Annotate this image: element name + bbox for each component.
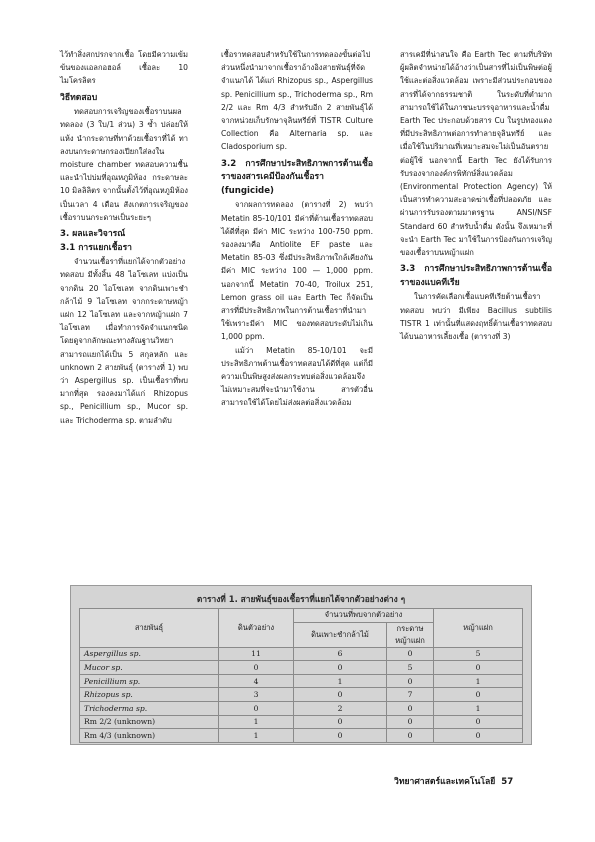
cell-nursery: 0 xyxy=(294,715,387,729)
cell-soil: 11 xyxy=(219,647,294,661)
cell-vetiver: 5 xyxy=(434,647,523,661)
table-row xyxy=(80,647,523,661)
cell-paper: 0 xyxy=(387,729,434,743)
page-number: 57 xyxy=(501,777,514,787)
paragraph: จำนวนเชื้อราที่แยกได้จากตัวอย่างทดสอบ มีทั้งสิ้น 48 ไอโซเลท แบ่งเป็นจากดิน 20 ไอโซเลท จากดินเพาะชำกล้าไม้ 9 ไอโซเลท จากกระดาษหญ้าแฝก 12 ไอโซเลท และจากหญ้าแฝก 7 ไอโซเลท เมื่อทำการจัดจำแนกชนิดโดยดูจากลักษณะทางสัณฐานวิทยา สามารถแยกได้เป็น 5 สกุลหลัก และ unknown 2 สายพันธุ์ (ตารางที่ 1) พบว่า Aspergillus sp. เป็นเชื้อราที่พบมากที่สุด รองลงมาได้แก่ Rhizopus sp., Penicillium sp., Mucor sp. และ Trichoderma sp. ตามลำดับ xyxy=(60,257,188,425)
header-soil: ดินตัวอย่าง xyxy=(219,609,294,648)
cell-vetiver: 0 xyxy=(434,729,523,743)
cell-vetiver: 0 xyxy=(434,661,523,675)
cell-soil: 4 xyxy=(219,674,294,688)
cell-strain: Rhizopus sp. xyxy=(80,688,219,702)
table-row xyxy=(80,729,523,743)
cell-soil: 1 xyxy=(219,715,294,729)
cell-paper: 0 xyxy=(387,701,434,715)
cell-paper: 5 xyxy=(387,661,434,675)
table-row xyxy=(80,688,523,702)
section-heading-results: 3. ผลและวิจารณ์ xyxy=(60,229,126,240)
header-vetiver-paper: กระดาษหญ้าแฝก xyxy=(387,622,434,647)
subsection-heading-isolation: 3.1 การแยกเชื้อรา xyxy=(60,242,133,253)
cell-paper: 0 xyxy=(387,674,434,688)
cell-paper: 0 xyxy=(387,715,434,729)
cell-vetiver: 1 xyxy=(434,701,523,715)
subsection-heading-fungicide: 3.2 การศึกษาประสิทธิภาพการต้านเชื้อราของสารเคมีป้องกันเชื้อรา (fungicide) xyxy=(221,158,373,196)
column-right xyxy=(400,48,552,343)
paragraph: ทดสอบการเจริญของเชื้อราบนผลทดลอง (3 ใบ/1 ส่วน) 3 ซ้ำ ปล่อยให้แห้ง นำกระดาษที่ทาด้วยเชื้อราที่ได้ ทาลงบนกระดาษกรองเปียกใส่ลงใน moisture chamber ทดสอบความชื้น และนำไปบ่มที่อุณหภูมิห้อง กระดาษละ 10 มิลลิลิตร จากนั้นตั้งไว้ที่อุณหภูมิห้อง เป็นเวลา 4 เดือน สังเกตการเจริญของเชื้อราบนกระดาษเป็นระยะๆ xyxy=(60,107,188,222)
header-nursery-soil: ดินเพาะชำกล้าไม้ xyxy=(294,622,387,647)
header-vetiver: หญ้าแฝก xyxy=(434,609,523,648)
cell-vetiver: 0 xyxy=(434,688,523,702)
cell-strain: Mucor sp. xyxy=(80,661,219,675)
header-sample-group: จำนวนที่พบจากตัวอย่าง xyxy=(294,609,434,623)
table-caption: ตารางที่ 1. สายพันธุ์ของเชื้อราที่แยกได้จากตัวอย่างต่าง ๆ xyxy=(196,594,406,604)
table-figure xyxy=(70,585,532,745)
paragraph: สารเคมีที่น่าสนใจ คือ Earth Tec ตามที่บริษัทผู้ผลิตจำหน่ายได้อ้างว่าเป็นสารที่ไม่เป็นพิษต่อผู้ใช้และต่อสิ่งแวดล้อม เพราะมีส่วนประกอบของสารที่ได้จากธรรมชาติ ในระดับที่ต่ำมาก สามารถใช้ได้ในภาชนะบรรจุอาหารและน้ำดื่ม Earth Tec ประกอบด้วยสาร Cu ในรูปทองแดงที่มีประสิทธิภาพต่อการทำลายจุลินทรีย์ และเมื่อใช้ในปริมาณที่เหมาะสมจะไม่เป็นอันตรายต่อผู้ใช้ นอกจากนี้ Earth Tec ยังได้รับการรับรองจากองค์กรพิทักษ์สิ่งแวดล้อม (Environmental Protection Agency) ให้เป็นสารทำความสะอาดฆ่าเชื้อที่ปลอดภัย และผ่านการรับรองตามมาตรฐาน ANSI/NSF Standard 60 สำหรับน้ำดื่ม ดังนั้น จึงเหมาะที่จะนำ Earth Tec มาใช้ในการป้องกันการเจริญของเชื้อราบนหญ้าแฝก xyxy=(400,50,552,258)
cell-vetiver: 0 xyxy=(434,715,523,729)
subsection-heading-bacteria: 3.3 การศึกษาประสิทธิภาพการต้านเชื้อราของแบคทีเรีย xyxy=(400,264,552,288)
cell-nursery: 0 xyxy=(294,688,387,702)
cell-nursery: 6 xyxy=(294,647,387,661)
cell-paper: 7 xyxy=(387,688,434,702)
paragraph: ไว้ทำสิ่งสกปรกจากเชื้อ โดยมีความเข้มข้นของแอลกอฮอล์ เชื้อละ 10 ไมโครลิตร xyxy=(60,50,188,86)
column-middle xyxy=(221,48,373,410)
cell-vetiver: 1 xyxy=(434,674,523,688)
page-footer xyxy=(394,774,513,788)
paragraph: ในการคัดเลือกเชื้อแบคทีเรียต้านเชื้อราทดสอบ พบว่า มีเพียง Bacillus subtilis TISTR 1 เท่านั้นที่แสดงฤทธิ์ต้านเชื้อราทดสอบได้บนอาหารเลี้ยงเชื้อ (ตารางที่ 3) xyxy=(400,292,552,342)
cell-strain: Rm 4/3 (unknown) xyxy=(80,729,219,743)
paragraph: แม้ว่า Metatin 85-10/101 จะมีประสิทธิภาพต้านเชื้อราทดสอบได้ดีที่สุด แต่ก็มีความเป็นพิษสูงส่งผลกระทบต่อสิ่งแวดล้อมจึงไม่เหมาะสมที่จะนำมาใช้งาน สารตัวอื่นสามารถใช้ได้โดยไม่ส่งผลต่อสิ่งแวดล้อม xyxy=(221,345,373,408)
cell-strain: Trichoderma sp. xyxy=(80,701,219,715)
fungi-isolation-table xyxy=(79,608,523,743)
journal-name: วิทยาศาสตร์และเทคโนโลยี xyxy=(394,777,496,787)
table-row xyxy=(80,701,523,715)
cell-strain: Aspergillus sp. xyxy=(80,647,219,661)
section-heading-method: วิธีทดสอบ xyxy=(60,92,98,103)
cell-nursery: 0 xyxy=(294,729,387,743)
cell-soil: 3 xyxy=(219,688,294,702)
cell-soil: 0 xyxy=(219,661,294,675)
paragraph: เชื้อราทดสอบสำหรับใช้ในการทดลองขั้นต่อไป ส่วนหนึ่งนำมาจากเชื้อราอ้างอิงสายพันธุ์ที่จัดจำแนกได้ ได้แก่ Rhizopus sp., Aspergillus sp. Penicillium sp., Trichoderma sp., Rm 2/2 และ Rm 4/3 สำหรับอีก 2 สายพันธุ์ได้จากหน่วยเก็บรักษาจุลินทรีย์ที่ TISTR Culture Collection คือ Alternaria sp. และ Cladosporium sp. xyxy=(221,50,373,152)
cell-nursery: 2 xyxy=(294,701,387,715)
cell-paper: 0 xyxy=(387,647,434,661)
cell-strain: Penicillium sp. xyxy=(80,674,219,688)
paragraph: จากผลการทดลอง (ตารางที่ 2) พบว่า Metatin 85-10/101 มีค่าที่ต้านเชื้อราทดสอบได้ดีที่สุด มีค่า MIC ระหว่าง 100-750 ppm. รองลงมาคือ Antiolite EF paste และ Metatin 85-03 ซึ่งมีประสิทธิภาพใกล้เคียงกัน มีค่า MIC ระหว่าง 100 — 1,000 ppm. นอกจากนี้ Metatin 70-40, Troilux 251, Lemon grass oil และ Earth Tec ก็จัดเป็นสารที่มีประสิทธิภาพในการต้านเชื้อราที่นำมาใช้เพราะมีค่า MIC ของทดสอบระดับไม่เกิน 1,000 ppm. xyxy=(221,200,373,342)
table-row xyxy=(80,715,523,729)
cell-soil: 0 xyxy=(219,701,294,715)
column-left xyxy=(60,48,188,427)
cell-soil: 1 xyxy=(219,729,294,743)
cell-strain: Rm 2/2 (unknown) xyxy=(80,715,219,729)
header-strain: สายพันธุ์ xyxy=(80,609,219,648)
table-row xyxy=(80,674,523,688)
cell-nursery: 0 xyxy=(294,661,387,675)
table-row xyxy=(80,661,523,675)
cell-nursery: 1 xyxy=(294,674,387,688)
